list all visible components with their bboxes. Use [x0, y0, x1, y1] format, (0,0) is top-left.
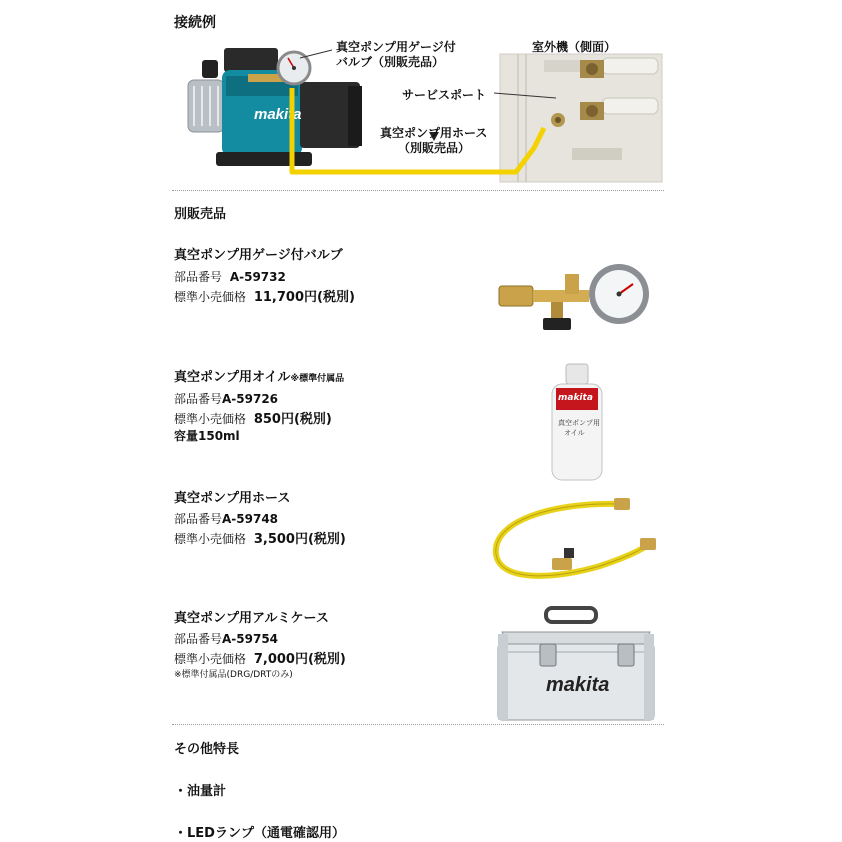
outdoor-unit-label: 室外機（側面） — [532, 40, 617, 54]
price: 7,000円(税別) — [253, 652, 346, 667]
item-name-text: 真空ポンプ用オイル — [174, 370, 291, 385]
gauge-valve-leader — [300, 50, 332, 58]
hose-label-line1: 真空ポンプ用ホース — [380, 126, 488, 140]
part-number-row — [174, 630, 278, 647]
item-name: 真空ポンプ用アルミケース — [174, 611, 329, 626]
price-row — [174, 408, 332, 427]
sold-separately-title: 別販売品 — [174, 207, 227, 222]
divider — [172, 724, 664, 725]
price-row — [174, 648, 346, 667]
part-number: A-59726 — [222, 392, 279, 406]
feature-oil-gauge: ・油量計 — [174, 784, 227, 799]
price-row — [174, 286, 355, 305]
aluminum-case-image — [494, 604, 658, 724]
price-label: 標準小売価格 — [174, 532, 247, 546]
part-number-label: 部品番号 — [174, 392, 223, 406]
part-number: A-59754 — [222, 632, 279, 646]
part-number-row — [174, 268, 286, 285]
part-number: A-59732 — [229, 270, 286, 284]
bottle-label-line2: オイル — [564, 429, 585, 437]
case-brand-text: makita — [546, 674, 610, 696]
gauge-valve-image — [495, 260, 660, 335]
capacity-text: 容量150ml — [174, 429, 240, 443]
price-label: 標準小売価格 — [174, 412, 247, 426]
price-row — [174, 528, 346, 547]
part-number-row — [174, 510, 278, 527]
gauge-valve-label-line1: 真空ポンプ用ゲージ付 — [336, 40, 456, 54]
price: 3,500円(税別) — [253, 532, 346, 547]
divider — [172, 190, 664, 191]
pump-brand-text: makita — [254, 106, 302, 123]
bottle-brand: makita — [558, 393, 593, 403]
bottle-label-line1: 真空ポンプ用 — [558, 419, 600, 427]
connection-title: 接続例 — [174, 15, 216, 31]
part-number: A-59748 — [222, 512, 279, 526]
part-number-label: 部品番号 — [174, 270, 223, 284]
service-port-label: サービスポート — [402, 88, 487, 102]
hose-image — [490, 492, 662, 590]
part-number-label: 部品番号 — [174, 632, 223, 646]
standard-accessory-note: ※標準付属品(DRG/DRTのみ) — [174, 670, 293, 680]
hose-label-line2: （別販売品） — [398, 141, 471, 155]
price-label: 標準小売価格 — [174, 652, 247, 666]
other-features-title: その他特長 — [174, 742, 240, 757]
part-number-row — [174, 390, 278, 407]
feature-led-lamp: ・LEDランプ（通電確認用） — [174, 826, 345, 841]
item-name: 真空ポンプ用ゲージ付バルブ — [174, 248, 343, 263]
part-number-label: 部品番号 — [174, 512, 223, 526]
item-name: 真空ポンプ用ホース — [174, 491, 291, 506]
price: 850円(税別) — [253, 412, 332, 427]
standard-accessory-note: ※標準付属品 — [290, 374, 345, 384]
item-name — [174, 366, 344, 385]
price-label: 標準小売価格 — [174, 290, 247, 304]
gauge-valve-label-line2: バルブ（別販売品） — [336, 55, 445, 69]
price: 11,700円(税別) — [253, 290, 355, 305]
